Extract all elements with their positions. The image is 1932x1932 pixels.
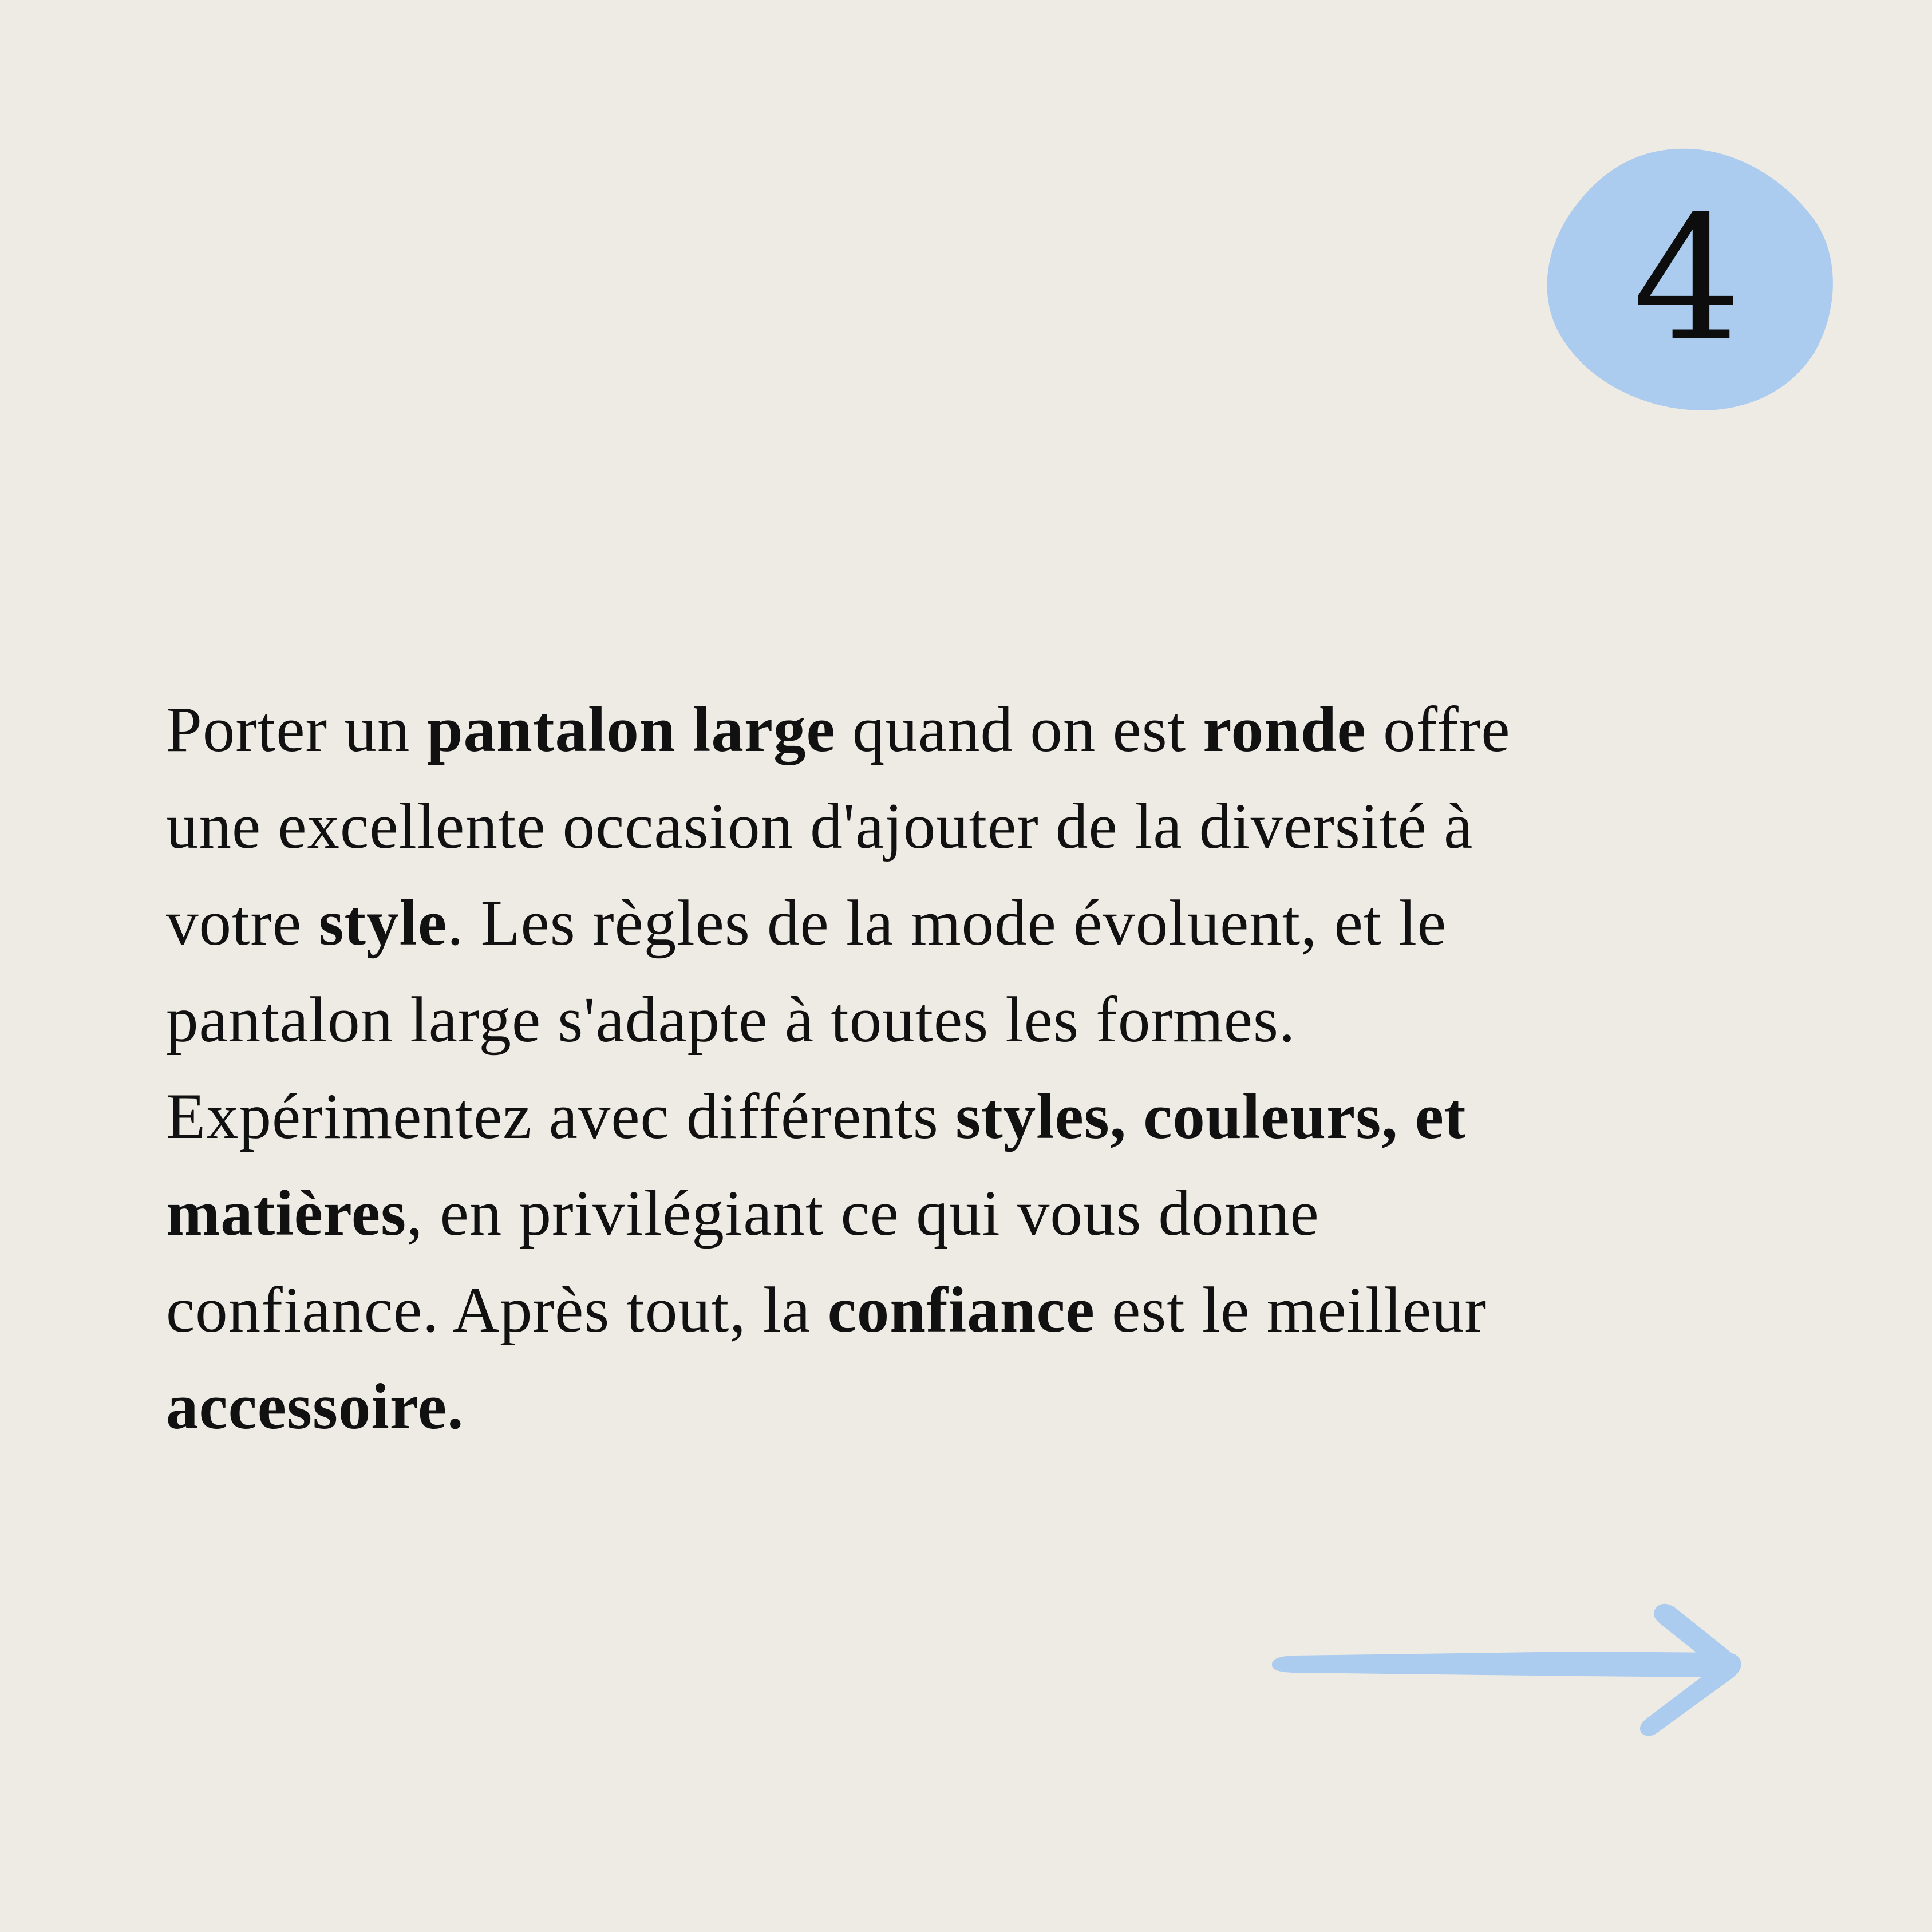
paragraph-line [166,1262,1712,1358]
arrow-right-icon [1259,1597,1746,1746]
text-segment: confiance. Après tout, la [166,1274,828,1346]
paragraph-line [166,875,1712,971]
text-segment: une excellente occasion d'ajouter de la diversité à [166,791,1473,862]
bold-text-segment: accessoire. [166,1371,464,1443]
text-segment: pantalon large s'adapte à toutes les formes. [166,984,1296,1056]
text-segment: quand on est [835,694,1203,765]
bold-text-segment: styles, couleurs, et [955,1081,1467,1152]
next-arrow-button[interactable] [1259,1597,1746,1746]
bold-text-segment: matières [166,1178,407,1249]
text-segment: est le meilleur [1095,1274,1487,1346]
bold-text-segment: ronde [1203,694,1366,765]
step-number: 4 [1633,179,1742,379]
step-number-badge [1546,146,1835,412]
text-segment: votre [166,887,319,959]
paragraph-line [166,1068,1712,1165]
paragraph-line [166,1358,1712,1455]
text-segment: offre [1366,694,1511,765]
paragraph-line [166,1165,1712,1262]
paragraph-line [166,971,1712,1068]
arrow-shaft [1272,1652,1741,1677]
text-segment: Porter un [166,694,427,765]
paragraph-line [166,681,1712,778]
bold-text-segment: confiance [827,1274,1095,1346]
body-paragraph [166,681,1712,1455]
bold-text-segment: pantalon large [426,694,836,765]
bold-text-segment: style [318,887,448,959]
text-segment: , en privilégiant ce qui vous donne [406,1178,1319,1249]
text-segment: . Les règles de la mode évoluent, et le [447,887,1447,959]
paragraph-line [166,778,1712,875]
text-segment: Expérimentez avec différents [166,1081,956,1152]
